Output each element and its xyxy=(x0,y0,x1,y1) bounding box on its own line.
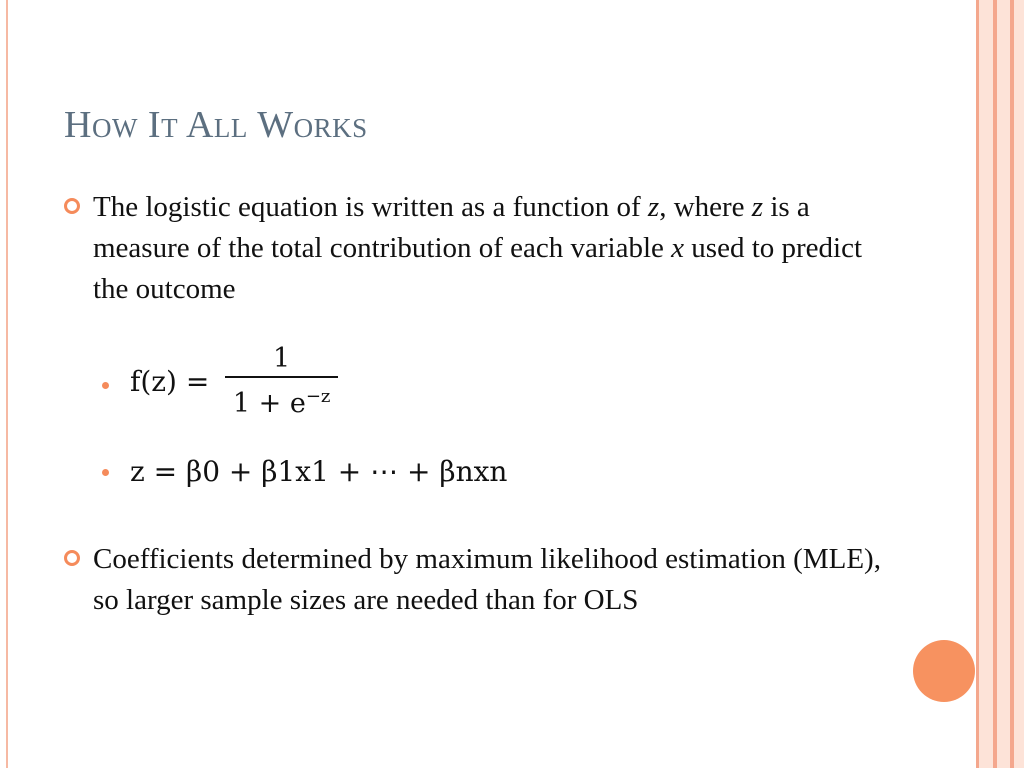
bullet-text-part: used to predict the outcome xyxy=(93,232,863,305)
bullet-text: Coefficients determined by maximum likelihood estimation (MLE), so larger sample sizes are needed than for OLS xyxy=(93,543,881,616)
bullet-text-part: The logistic equation is written as a function of xyxy=(93,191,648,223)
bullet-text xyxy=(64,187,884,310)
bullet-mle xyxy=(64,539,884,621)
right-stripes xyxy=(976,0,1024,768)
linear-formula: z = β0 + β1x1 + ⋯ + βnxn xyxy=(130,455,508,488)
decorative-circle xyxy=(913,640,975,702)
bullet-circle-icon xyxy=(64,198,80,214)
bullet-text-part: , where xyxy=(659,191,752,223)
bullet-text-part: z xyxy=(751,191,764,223)
bullet-logistic xyxy=(64,187,884,310)
sub-bullet-dot-icon xyxy=(102,382,109,389)
sub-bullet-dot-icon xyxy=(102,469,109,476)
logistic-formula xyxy=(130,342,338,421)
fraction xyxy=(225,342,339,421)
left-border xyxy=(6,0,8,768)
formula-lhs: f(z) = xyxy=(130,365,210,398)
bullet-text-part: x xyxy=(671,232,685,264)
bullet-circle-icon xyxy=(64,550,80,566)
bullet-text-part: is a measure of the total contribution of each variable xyxy=(93,191,810,264)
denominator: $1 + e^{-z}$ xyxy=(225,376,339,421)
numerator: 1 xyxy=(273,343,291,374)
bullet-text-part: z xyxy=(647,191,660,223)
slide-title: How It All Works xyxy=(64,104,368,146)
